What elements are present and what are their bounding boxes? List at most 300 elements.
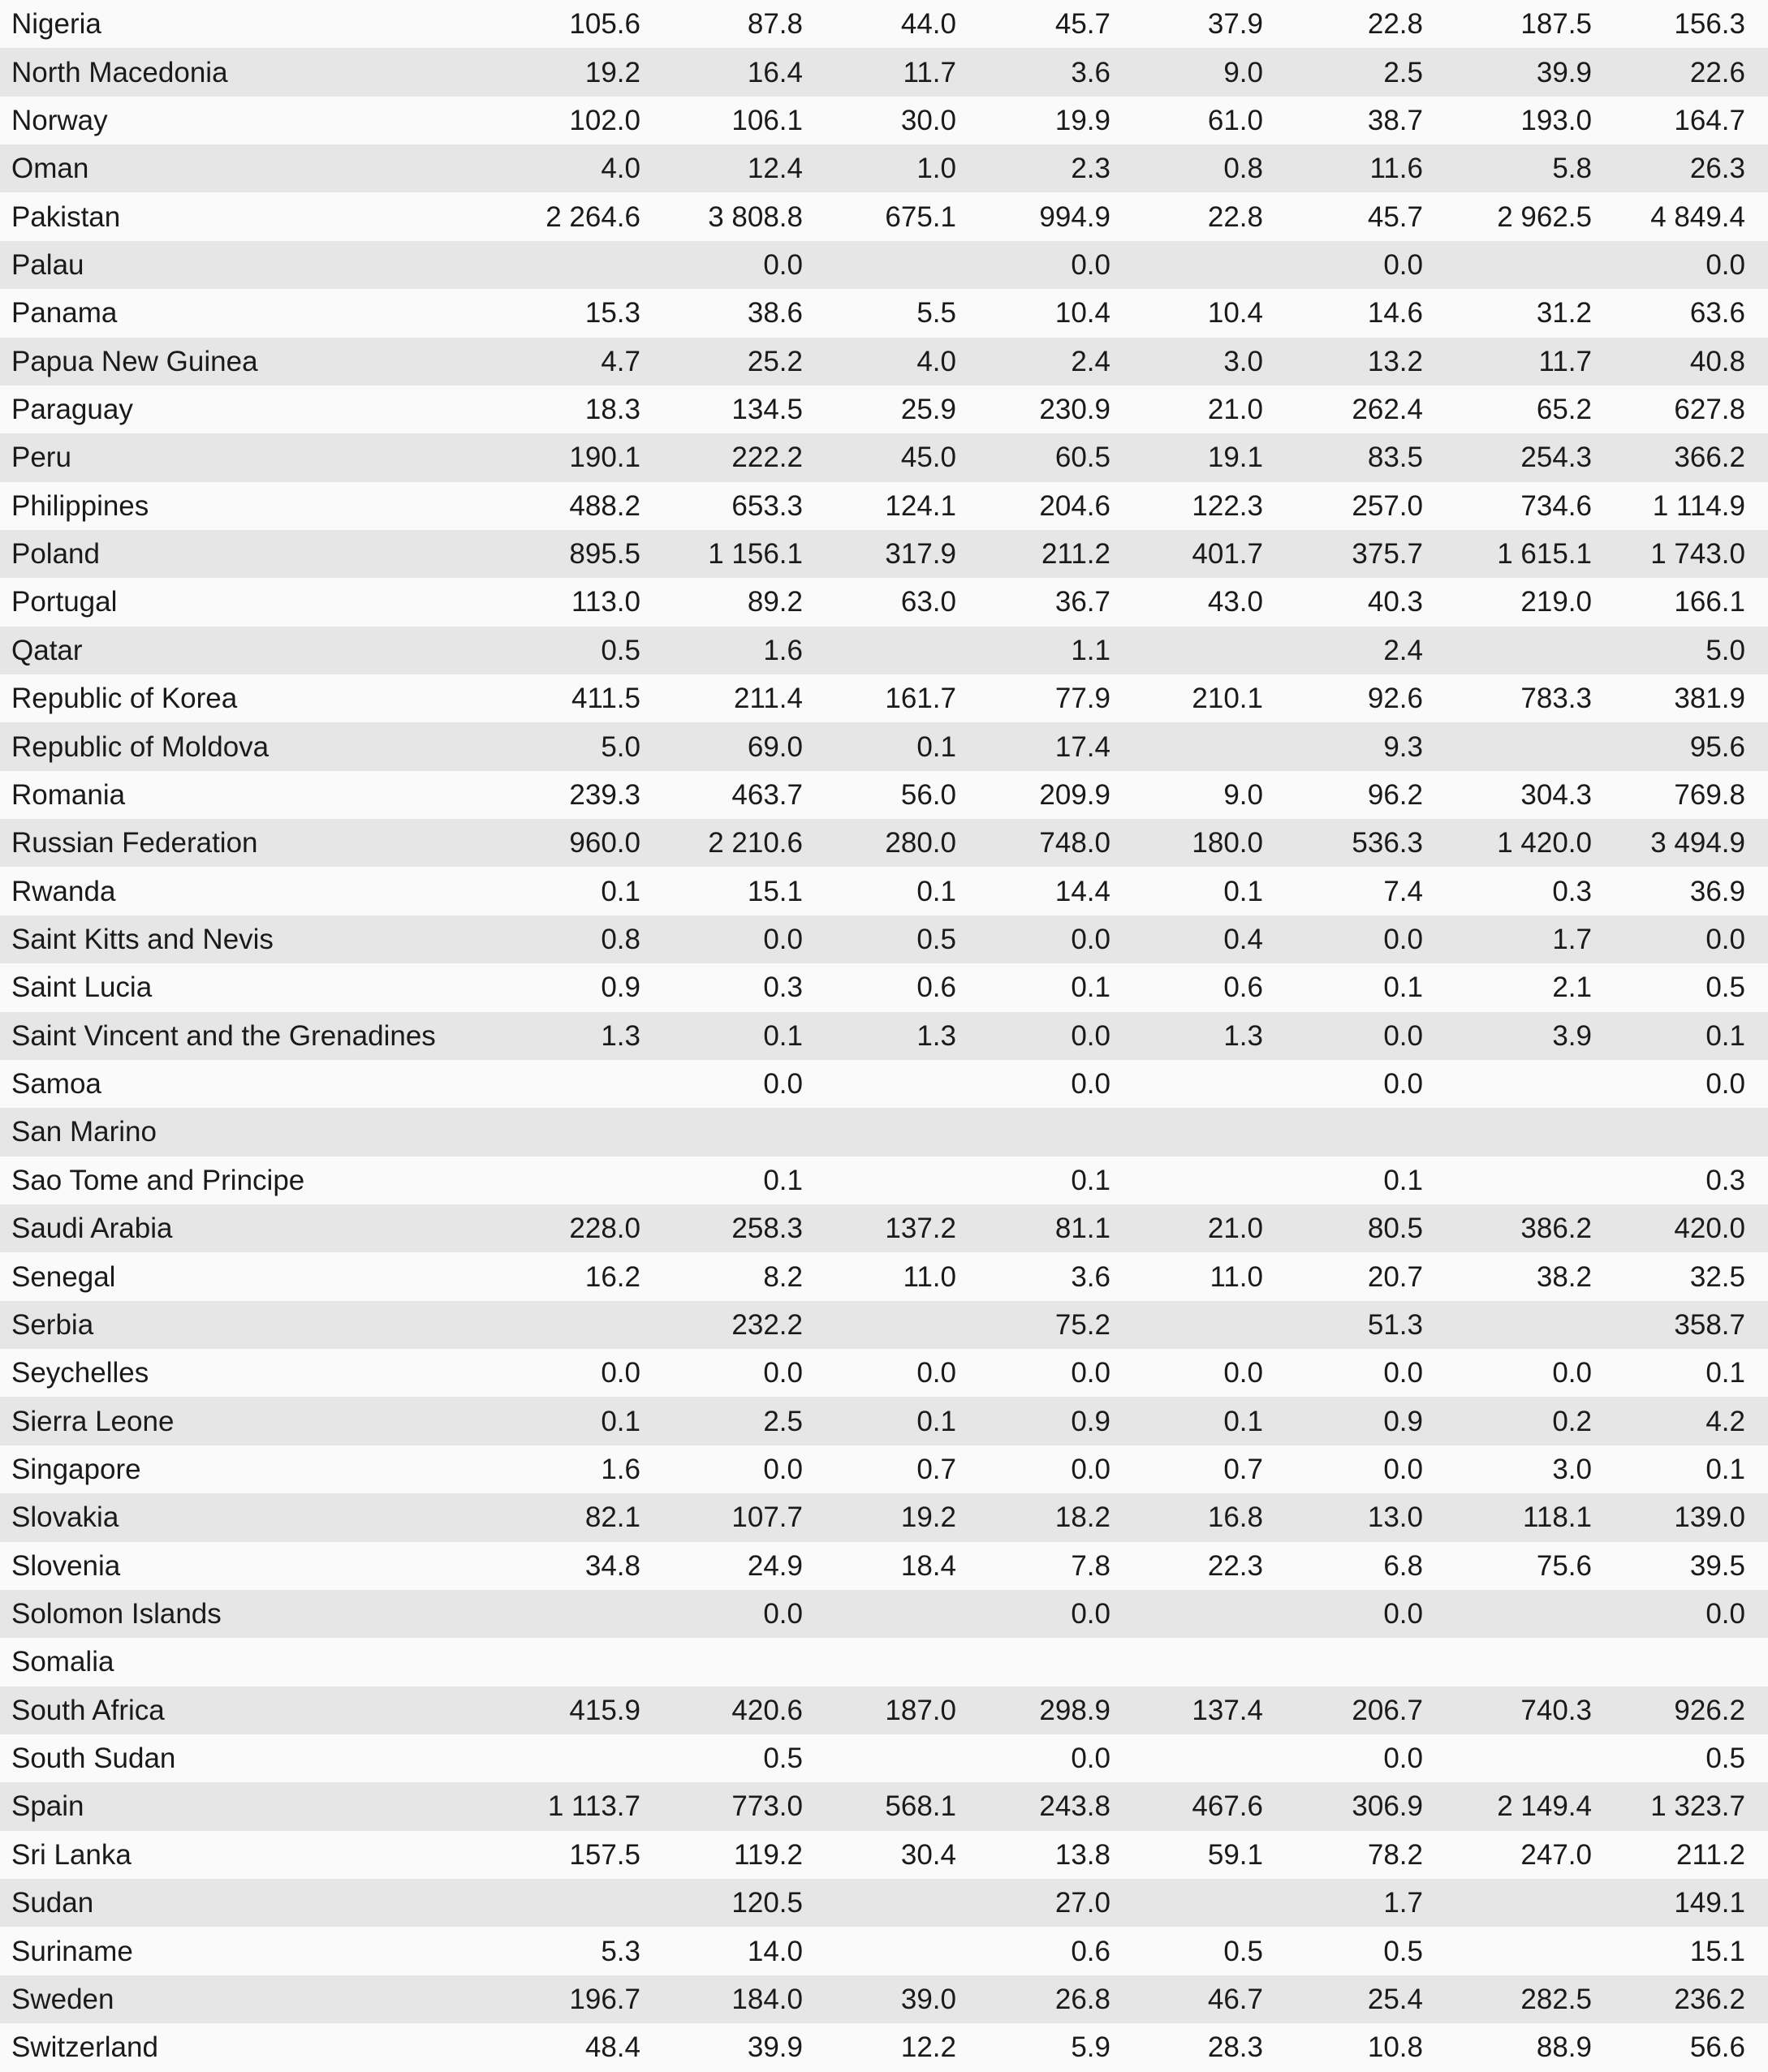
value-cell: 9.0 [1223,56,1263,88]
value-cell: 21.0 [1207,394,1263,426]
value-cell: 2.4 [1383,634,1423,666]
value-cell: 75.6 [1536,1549,1592,1582]
value-cell: 38.7 [1367,104,1423,136]
value-cell: 19.2 [584,56,640,88]
value-cell: 0.0 [1071,1019,1110,1052]
value-cell: 0.0 [1383,1068,1423,1101]
value-cell: 45.0 [900,442,956,474]
value-cell: 0.1 [1071,971,1110,1004]
value-cell: 18.3 [584,394,640,426]
value-cell: 0.1 [1705,1019,1745,1052]
country-name-cell: Suriname [11,1935,133,1967]
value-cell: 5.0 [1705,634,1745,666]
table-row [0,1734,1768,1782]
value-cell: 0.1 [1223,1405,1263,1437]
value-cell: 15.1 [747,875,803,907]
value-cell: 38.2 [1536,1260,1592,1293]
value-cell: 39.9 [1536,56,1592,88]
value-cell: 0.0 [763,1598,803,1630]
value-cell: 0.1 [1383,971,1423,1004]
value-cell [803,1108,956,1156]
value-cell: 22.8 [1367,8,1423,41]
country-name-cell: Sierra Leone [11,1405,175,1437]
table-row [0,1590,1768,1638]
value-cell: 82.1 [584,1501,640,1534]
value-cell [1423,1060,1592,1108]
value-cell: 40.8 [1689,345,1745,377]
value-cell: 88.9 [1536,2031,1592,2064]
value-cell: 0.0 [763,1453,803,1485]
table-row [0,819,1768,867]
value-cell: 209.9 [1039,778,1110,811]
value-cell: 773.0 [731,1790,803,1823]
value-cell [1423,1638,1592,1686]
country-name-cell: Solomon Islands [11,1598,222,1630]
table-row [0,1831,1768,1879]
value-cell: 568.1 [885,1790,956,1823]
value-cell: 56.6 [1689,2031,1745,2064]
value-cell: 298.9 [1039,1694,1110,1726]
value-cell: 32.5 [1689,1260,1745,1293]
value-cell: 92.6 [1367,683,1423,715]
value-cell: 0.0 [1071,1742,1110,1775]
value-cell [1110,1879,1263,1927]
value-cell: 0.0 [763,924,803,955]
value-cell: 254.3 [1520,442,1592,474]
value-cell: 59.1 [1207,1838,1263,1871]
value-cell [1110,1060,1263,1108]
value-cell: 149.1 [1674,1887,1745,1919]
country-name-cell: Saudi Arabia [11,1213,173,1245]
table-row [0,1927,1768,1975]
value-cell [803,1590,956,1638]
table-row [0,578,1768,626]
value-cell: 463.7 [731,778,803,811]
value-cell: 113.0 [571,586,640,618]
value-cell: 0.9 [1071,1405,1110,1437]
value-cell: 16.8 [1207,1501,1263,1534]
table-row [0,1060,1768,1108]
value-cell [1110,1638,1263,1686]
table-row [0,867,1768,915]
value-cell: 304.3 [1520,778,1592,811]
value-cell: 386.2 [1520,1213,1592,1245]
value-cell: 9.0 [1223,778,1263,811]
value-cell [1423,1157,1592,1204]
country-name-cell: Republic of Moldova [11,730,270,763]
value-cell: 0.0 [1705,1598,1745,1630]
country-name-cell: South Sudan [11,1742,176,1775]
value-cell [1110,627,1263,674]
value-cell: 39.5 [1689,1549,1745,1582]
value-cell [803,241,956,289]
value-cell: 2 149.4 [1497,1790,1592,1823]
value-cell: 1.3 [1223,1019,1263,1052]
value-cell: 0.0 [601,1357,640,1389]
value-cell [1110,241,1263,289]
table-row [0,482,1768,530]
value-cell: 627.8 [1674,394,1745,426]
table-row [0,1252,1768,1300]
value-cell: 78.2 [1367,1838,1423,1871]
value-cell: 0.1 [763,1164,803,1196]
value-cell: 10.4 [1207,297,1263,330]
value-cell [956,1638,1110,1686]
value-cell [1423,1734,1592,1782]
value-cell: 0.1 [1223,875,1263,907]
value-cell: 0.0 [916,1357,956,1389]
value-cell: 0.1 [1705,1453,1745,1485]
value-cell: 164.7 [1674,104,1745,136]
table-row [0,1012,1768,1060]
value-cell: 12.2 [900,2031,956,2064]
value-cell: 19.9 [1054,104,1110,136]
value-cell: 0.5 [1223,1935,1263,1967]
value-cell [640,1108,803,1156]
value-cell: 5.5 [916,297,956,330]
value-cell: 9.3 [1383,730,1423,763]
value-cell [1423,1927,1592,1975]
value-cell: 3.6 [1071,56,1110,88]
value-cell: 105.6 [569,8,640,41]
value-cell: 895.5 [569,538,640,571]
table-row [0,1879,1768,1927]
value-cell: 63.0 [900,586,956,618]
value-cell: 46.7 [1207,1983,1263,2015]
value-cell [1592,1108,1768,1156]
country-name-cell: Pakistan [11,200,121,233]
value-cell: 366.2 [1674,442,1745,474]
value-cell: 467.6 [1192,1790,1263,1823]
value-cell: 3.9 [1552,1019,1592,1052]
value-cell: 45.7 [1054,8,1110,41]
table-row [0,771,1768,819]
value-cell: 22.3 [1207,1549,1263,1582]
table-row [0,0,1768,48]
country-name-cell: Sri Lanka [11,1838,132,1871]
table-row [0,2023,1768,2071]
value-cell: 137.4 [1192,1694,1263,1726]
value-cell: 87.8 [747,8,803,41]
value-cell [803,1927,956,1975]
value-cell: 166.1 [1674,586,1745,618]
country-name-cell: Sweden [11,1983,114,2015]
value-cell [479,1638,640,1686]
value-cell: 4.0 [601,153,640,185]
value-cell: 0.0 [1071,1357,1110,1389]
value-cell: 21.0 [1207,1213,1263,1245]
value-cell: 0.1 [916,730,956,763]
value-cell: 0.5 [601,634,640,666]
country-name-cell: Poland [11,538,100,571]
value-cell [1263,1638,1423,1686]
table-row [0,289,1768,337]
value-cell: 734.6 [1520,489,1592,522]
value-cell: 4.7 [601,345,640,377]
value-cell [803,1060,956,1108]
value-cell: 34.8 [584,1549,640,1582]
value-cell [1423,1108,1592,1156]
country-name-cell: Slovenia [11,1549,121,1582]
value-cell: 2 962.5 [1497,200,1592,233]
value-cell: 0.0 [1223,1357,1263,1389]
table-row [0,192,1768,240]
value-cell: 1 743.0 [1650,538,1745,571]
country-name-cell: Seychelles [11,1357,149,1389]
country-name-cell: Romania [11,778,126,811]
value-cell: 1.6 [763,634,803,666]
value-cell: 740.3 [1520,1694,1592,1726]
value-cell: 0.0 [1383,248,1423,281]
table-row [0,674,1768,722]
value-cell: 1.3 [916,1019,956,1052]
value-cell: 0.0 [1705,924,1745,955]
value-cell: 37.9 [1207,8,1263,41]
value-cell: 25.9 [900,394,956,426]
country-name-cell: Spain [11,1790,84,1823]
country-name-cell: San Marino [11,1116,157,1148]
value-cell [479,1879,640,1927]
table-row [0,338,1768,386]
value-cell: 17.4 [1054,730,1110,763]
table-row [0,97,1768,144]
value-cell: 401.7 [1192,538,1263,571]
table-row [0,627,1768,674]
value-cell [1592,1638,1768,1686]
value-cell: 28.3 [1207,2031,1263,2064]
value-cell: 187.0 [885,1694,956,1726]
value-cell [1423,627,1592,674]
value-cell [479,1060,640,1108]
value-cell: 139.0 [1674,1501,1745,1534]
value-cell: 0.1 [763,1019,803,1052]
value-cell: 157.5 [569,1838,640,1871]
value-cell: 30.4 [900,1838,956,1871]
value-cell: 36.9 [1689,875,1745,907]
table-row [0,1638,1768,1686]
value-cell: 39.0 [900,1983,956,2015]
value-cell: 20.7 [1367,1260,1423,1293]
value-cell: 247.0 [1520,1838,1592,1871]
value-cell: 11.6 [1369,153,1423,185]
value-cell: 31.2 [1536,297,1592,330]
value-cell: 0.0 [1071,248,1110,281]
value-cell: 1.3 [601,1019,640,1052]
value-cell: 44.0 [900,8,956,41]
country-name-cell: Serbia [11,1308,94,1341]
value-cell: 0.9 [1383,1405,1423,1437]
table-row [0,144,1768,192]
value-cell: 14.6 [1367,297,1423,330]
table-row [0,1301,1768,1349]
value-cell: 1.6 [601,1453,640,1485]
value-cell: 258.3 [731,1213,803,1245]
country-name-cell: Saint Kitts and Nevis [11,924,274,955]
table-row [0,1686,1768,1734]
country-name-cell: Sudan [11,1887,94,1919]
value-cell: 3.6 [1071,1260,1110,1293]
value-cell: 107.7 [731,1501,803,1534]
value-cell: 10.4 [1054,297,1110,330]
value-cell [803,1157,956,1204]
value-cell: 280.0 [885,827,956,859]
country-name-cell: North Macedonia [11,56,228,88]
value-cell: 0.0 [1705,1068,1745,1101]
country-name-cell: Samoa [11,1068,101,1101]
value-cell: 0.1 [916,1405,956,1437]
value-cell [1110,1590,1263,1638]
country-name-cell: Rwanda [11,875,116,907]
value-cell: 0.6 [916,971,956,1004]
value-cell: 0.5 [1705,971,1745,1004]
value-cell [803,1879,956,1927]
value-cell [479,1590,640,1638]
value-cell: 13.2 [1367,345,1423,377]
country-name-cell: Switzerland [11,2031,158,2064]
country-name-cell: Paraguay [11,394,133,426]
value-cell: 11.7 [903,56,956,88]
value-cell: 411.5 [571,683,640,715]
value-cell: 106.1 [731,104,803,136]
table-row [0,1397,1768,1445]
table-row [0,1975,1768,2023]
country-name-cell: Senegal [11,1260,116,1293]
value-cell: 11.0 [903,1260,956,1293]
value-cell: 19.1 [1207,442,1263,474]
value-cell [479,241,640,289]
country-name-cell: Singapore [11,1453,141,1485]
value-cell: 6.8 [1383,1549,1423,1582]
value-cell: 26.8 [1054,1983,1110,2015]
table-row [0,530,1768,578]
table-row [0,1493,1768,1541]
value-cell: 994.9 [1039,200,1110,233]
value-cell: 0.0 [763,248,803,281]
value-cell: 7.8 [1071,1549,1110,1582]
value-cell: 124.1 [885,489,956,522]
value-cell: 0.5 [1705,1742,1745,1775]
value-cell: 653.3 [731,489,803,522]
value-cell: 420.6 [731,1694,803,1726]
value-cell: 230.9 [1039,394,1110,426]
table-row [0,963,1768,1011]
value-cell: 239.3 [569,778,640,811]
value-cell: 2.3 [1071,153,1110,185]
value-cell: 5.3 [601,1935,640,1967]
country-name-cell: Republic of Korea [11,683,238,715]
value-cell: 60.5 [1054,442,1110,474]
value-cell: 0.0 [1383,1019,1423,1052]
value-cell: 5.8 [1552,153,1592,185]
value-cell: 2.4 [1071,345,1110,377]
value-cell: 36.7 [1054,586,1110,618]
value-cell: 83.5 [1367,442,1423,474]
value-cell: 769.8 [1674,778,1745,811]
value-cell: 40.3 [1367,586,1423,618]
value-cell: 420.0 [1674,1213,1745,1245]
country-name-cell: Somalia [11,1646,114,1678]
table-row [0,915,1768,963]
value-cell [1423,722,1592,770]
country-name-cell: Peru [11,442,71,474]
value-cell: 262.4 [1352,394,1423,426]
value-cell: 0.0 [1383,1453,1423,1485]
value-cell: 222.2 [731,442,803,474]
value-cell: 75.2 [1054,1308,1110,1341]
value-cell: 120.5 [731,1887,803,1919]
value-cell: 0.5 [916,924,956,955]
table-row [0,722,1768,770]
value-cell: 257.0 [1352,489,1423,522]
value-cell: 61.0 [1207,104,1263,136]
value-cell [1110,1157,1263,1204]
value-cell: 48.4 [584,2031,640,2064]
value-cell [1423,1301,1592,1349]
value-cell [479,1734,640,1782]
value-cell: 0.2 [1552,1405,1592,1437]
value-cell: 0.3 [763,971,803,1004]
value-cell: 0.3 [1705,1164,1745,1196]
value-cell: 15.1 [1689,1935,1745,1967]
value-cell: 10.8 [1367,2031,1423,2064]
value-cell: 96.2 [1367,778,1423,811]
table-row [0,1157,1768,1204]
value-cell: 1 113.7 [547,1790,640,1823]
value-cell: 13.8 [1054,1838,1110,1871]
value-cell: 748.0 [1039,827,1110,859]
value-cell [956,1108,1110,1156]
table-row [0,433,1768,481]
value-cell: 119.2 [734,1838,803,1871]
value-cell: 0.0 [1071,924,1110,955]
value-cell: 30.0 [900,104,956,136]
value-cell: 0.1 [1705,1357,1745,1389]
country-name-cell: Norway [11,104,108,136]
value-cell: 1 114.9 [1652,489,1745,522]
value-cell: 1.0 [916,153,956,185]
value-cell [803,1638,956,1686]
value-cell: 232.2 [731,1308,803,1341]
value-cell [1263,1108,1423,1156]
value-cell [803,1301,956,1349]
value-cell: 926.2 [1674,1694,1745,1726]
value-cell: 27.0 [1054,1887,1110,1919]
value-cell: 15.3 [584,297,640,330]
value-cell: 243.8 [1039,1790,1110,1823]
value-cell: 0.0 [1383,1357,1423,1389]
value-cell: 39.9 [747,2031,803,2064]
value-cell: 1 420.0 [1497,827,1592,859]
value-cell: 26.3 [1689,153,1745,185]
value-cell: 306.9 [1352,1790,1423,1823]
value-cell: 122.3 [1192,489,1263,522]
value-cell: 18.2 [1054,1501,1110,1534]
value-cell: 2 210.6 [708,827,803,859]
value-cell: 204.6 [1039,489,1110,522]
value-cell: 0.5 [1383,1935,1423,1967]
value-cell: 211.2 [1041,538,1110,571]
value-cell: 3 494.9 [1650,827,1745,859]
value-cell: 0.1 [1071,1164,1110,1196]
value-cell: 0.6 [1223,971,1263,1004]
value-cell: 14.0 [747,1935,803,1967]
value-cell: 0.7 [916,1453,956,1485]
value-cell: 219.0 [1520,586,1592,618]
value-cell: 193.0 [1520,104,1592,136]
country-name-cell: Sao Tome and Principe [11,1164,305,1196]
value-cell: 11.0 [1210,1260,1263,1293]
value-cell: 51.3 [1367,1308,1423,1341]
